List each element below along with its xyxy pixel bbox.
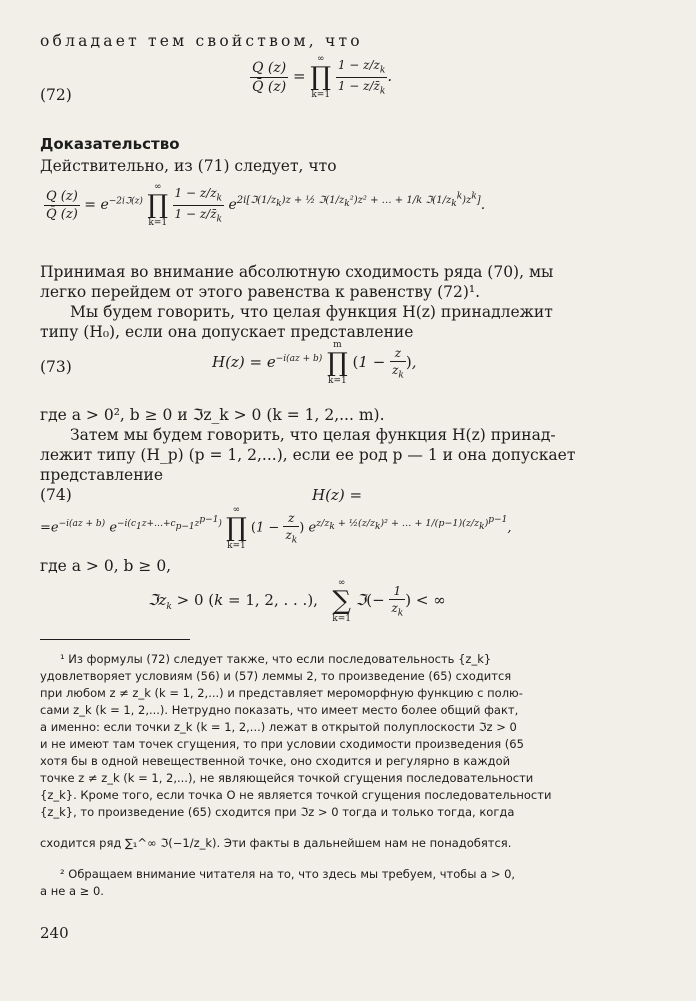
- footnote-line: сходится ряд ∑₁^∞ ℑ(−1/z_k). Эти факты в дальнейшем нам не понадобятся.: [40, 836, 512, 850]
- text-line: Затем мы будем говорить, что целая функция H(z) принад-: [70, 426, 556, 444]
- footnote-line: сами z_k (k = 1, 2,...). Нетрудно показать, что имеет место более общий факт,: [40, 703, 519, 717]
- text-line: Мы будем говорить, что целая функция H(z) принадлежит: [70, 303, 553, 321]
- footnote-divider: [40, 639, 190, 640]
- equation-proof: $\frac{Q (z)}{Q̄ (z)}$ = $e^{-2iℑ(z)}$ ∞ ∏ k=1 $\frac{1 - z/z_k}{1 - z/z̄_k}$ $e^{2i[ℑ(1/z_k)z + \frac{1}{2} ℑ(1/z_k^2)z^2 + \dots + 1/k ℑ(1/z_k^k)z^k]}$.: [46, 182, 486, 228]
- text-line: где a > 0, b ≥ 0,: [40, 557, 172, 575]
- footnote-line: точке z ≠ z_k (k = 1, 2,...), не являющейся точкой сгущения последовательности: [40, 771, 534, 785]
- equation-number: (74): [40, 486, 72, 504]
- text-line: Принимая во внимание абсолютную сходимость ряда (70), мы: [40, 263, 554, 281]
- footnote-line: а именно: если точки z_k (k = 1, 2,...) лежат в открытой полуплоскости ℑz > 0: [40, 720, 517, 734]
- section-heading: Доказательство: [40, 135, 180, 153]
- footnote-line: {z_k}, то произведение (65) сходится при ℑz > 0 тогда и только тогда, когда: [40, 805, 515, 819]
- equation-number: (73): [40, 358, 72, 376]
- footnote-line: хотя бы в одной невещественной точке, оно сходится и регулярно в каждой: [40, 754, 511, 768]
- footnote-line: при любом z ≠ z_k (k = 1, 2,...) и представляет мероморфную функцию с полю-: [40, 686, 523, 700]
- footnote-line: а не a ≥ 0.: [40, 884, 104, 898]
- text-line: легко перейдем от этого равенства к равенству (72)¹.: [40, 283, 481, 301]
- equation-number: (72): [40, 86, 72, 104]
- footnote-line: и не имеют там точек сгущения, то при условии сходимости произведения (65: [40, 737, 524, 751]
- text-line: Действительно, из (71) следует, что: [40, 157, 337, 175]
- text-line: типу (H₀), если она допускает представление: [40, 323, 414, 341]
- text-line: лежит типу (H_p) (p = 1, 2,...), если ее род p — 1 и она допускает: [40, 446, 576, 464]
- equation-72: $\frac{Q (z)}{Q̄ (z)}$ = ∞ ∏ k=1 $\frac{1 - z/z_k}{1 - z/z̄_k}$ .: [252, 54, 393, 100]
- text-line: обладает тем свойством, что: [40, 32, 363, 50]
- equation-74-rhs: $=e^{-i(az + b)}$ $e^{-i(c_1z+\dots+c_{p-1}z^{p-1})}$ ∞ ∏ k=1 (1 − $\frac{z}{z_k}$ ) $e^{z/z_k + \frac{1}{2}(z/z_k)^2 + \dots + 1/(p-1)(z/z_k)^{p-1}}$,: [40, 505, 512, 551]
- text-line: где a > 0², b ≥ 0 и ℑz_k > 0 (k = 1, 2,... m).: [40, 406, 385, 424]
- footnote-line: {z_k}. Кроме того, если точка O не является точкой сгущения последовательности: [40, 788, 552, 802]
- text-line: представление: [40, 466, 164, 484]
- equation-conditions: ℑz$_k$ > 0 (k = 1, 2, . . .), ∞ ∑ k=1 ℑ(− $\frac{1}{z_k}$ ) < ∞: [148, 578, 446, 624]
- equation-74-lhs: H(z) =: [312, 486, 363, 504]
- footnote-line: удовлетворяет условиям (56) и (57) леммы 2, то произведение (65) сходится: [40, 669, 512, 683]
- footnote-line: ² Обращаем внимание читателя на то, что здесь мы требуем, чтобы a > 0,: [60, 867, 516, 881]
- footnote-line: ¹ Из формулы (72) следует также, что если последовательность {z_k}: [60, 652, 492, 666]
- equation-73: $H(z) = e^{-i(az + b)}$ m ∏ k=1 (1 − $\frac{z}{z_k}$ ),: [212, 340, 417, 386]
- page-number: 240: [40, 924, 69, 942]
